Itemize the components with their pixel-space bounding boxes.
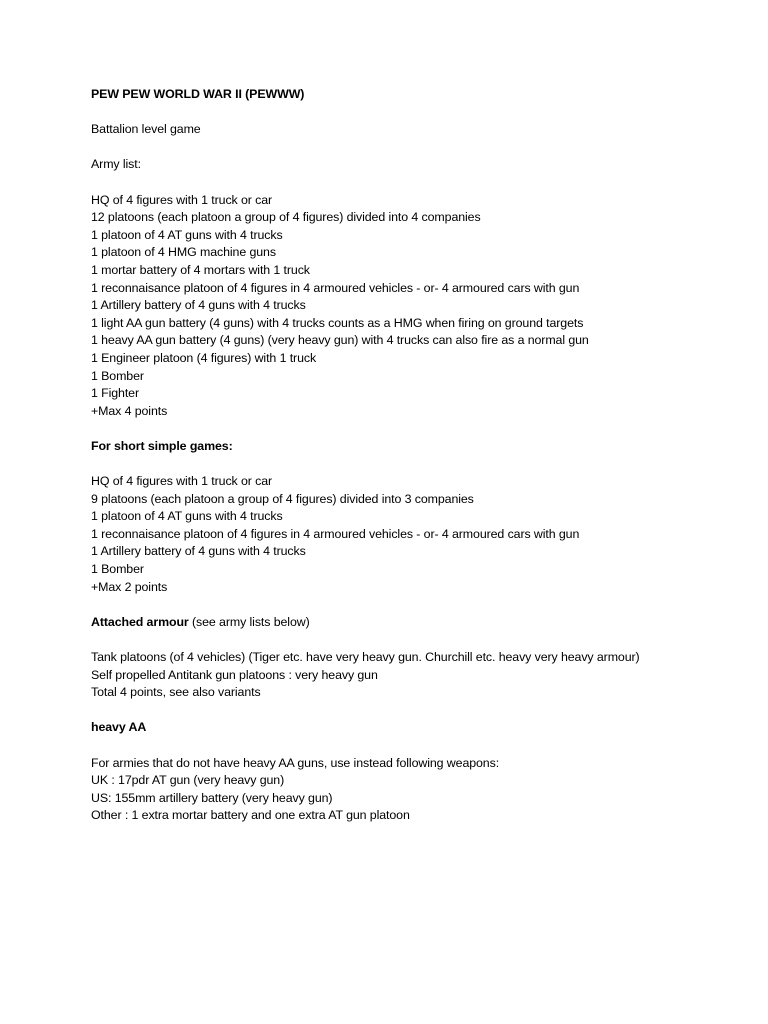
short-games-item: 1 platoon of 4 AT guns with 4 trucks	[91, 509, 283, 524]
short-games-item: 9 platoons (each platoon a group of 4 figures) divided into 3 companies	[91, 491, 474, 506]
army-list-item: 1 Artillery battery of 4 guns with 4 trucks	[91, 298, 306, 313]
army-list-item: 1 Engineer platoon (4 figures) with 1 truck	[91, 350, 317, 365]
attached-armour-item: Self propelled Antitank gun platoons : very heavy gun	[91, 667, 378, 682]
army-list-item: 1 mortar battery of 4 mortars with 1 truck	[91, 262, 310, 277]
document-body	[91, 86, 731, 825]
spacer	[91, 631, 731, 649]
short-games-item: +Max 2 points	[91, 579, 168, 594]
spacer	[91, 174, 731, 192]
heavy-aa-heading: heavy AA	[91, 720, 147, 735]
army-list-item: 1 light AA gun battery (4 guns) with 4 trucks counts as a HMG when firing on ground targets	[91, 315, 584, 330]
short-games-item: HQ of 4 figures with 1 truck or car	[91, 474, 273, 489]
attached-armour-item: Tank platoons (of 4 vehicles) (Tiger etc. have very heavy gun. Churchill etc. heavy very heavy armour)	[91, 650, 640, 664]
spacer	[91, 104, 731, 122]
document-title: PEW PEW WORLD WAR II (PEWWW)	[91, 87, 305, 101]
heavy-aa-item: For armies that do not have heavy AA guns, use instead following weapons:	[91, 755, 500, 770]
army-list-item: HQ of 4 figures with 1 truck or car	[91, 192, 273, 207]
army-list-item: 1 heavy AA gun battery (4 guns) (very heavy gun) with 4 trucks can also fire as a normal gun	[91, 333, 589, 348]
spacer	[91, 420, 731, 438]
attached-armour-heading-note: (see army lists below)	[188, 614, 310, 629]
attached-armour-heading-bold: Attached armour	[91, 614, 189, 629]
short-games-item: 1 Artillery battery of 4 guns with 4 trucks	[91, 544, 306, 559]
spacer	[91, 455, 731, 473]
army-list-section	[91, 156, 731, 420]
spacer	[91, 737, 731, 755]
attached-armour-heading	[91, 614, 731, 632]
heavy-aa-section	[91, 719, 731, 825]
army-list-item: +Max 4 points	[91, 403, 168, 418]
short-games-heading: For short simple games:	[91, 438, 233, 453]
short-games-section	[91, 438, 731, 596]
army-list-item: 1 Fighter	[91, 386, 139, 401]
attached-armour-item: Total 4 points, see also variants	[91, 685, 261, 700]
army-list-item: 1 platoon of 4 AT guns with 4 trucks	[91, 227, 283, 242]
spacer	[91, 596, 731, 614]
heavy-aa-item: US: 155mm artillery battery (very heavy gun)	[91, 790, 333, 805]
document-subtitle: Battalion level game	[91, 122, 201, 137]
heavy-aa-item: Other : 1 extra mortar battery and one extra AT gun platoon	[91, 808, 410, 823]
spacer	[91, 702, 731, 720]
army-list-item: 1 Bomber	[91, 368, 144, 383]
army-list-item: 1 reconnaisance platoon of 4 figures in 4 armoured vehicles - or- 4 armoured cars with gun	[91, 280, 580, 295]
spacer	[91, 139, 731, 157]
heavy-aa-item: UK : 17pdr AT gun (very heavy gun)	[91, 773, 285, 788]
army-list-item: 12 platoons (each platoon a group of 4 figures) divided into 4 companies	[91, 210, 481, 225]
attached-armour-section	[91, 614, 731, 702]
short-games-item: 1 reconnaisance platoon of 4 figures in 4 armoured vehicles - or- 4 armoured cars with gun	[91, 526, 580, 541]
army-list-item: 1 platoon of 4 HMG machine guns	[91, 245, 276, 260]
short-games-item: 1 Bomber	[91, 562, 144, 577]
army-list-heading: Army list:	[91, 157, 141, 172]
